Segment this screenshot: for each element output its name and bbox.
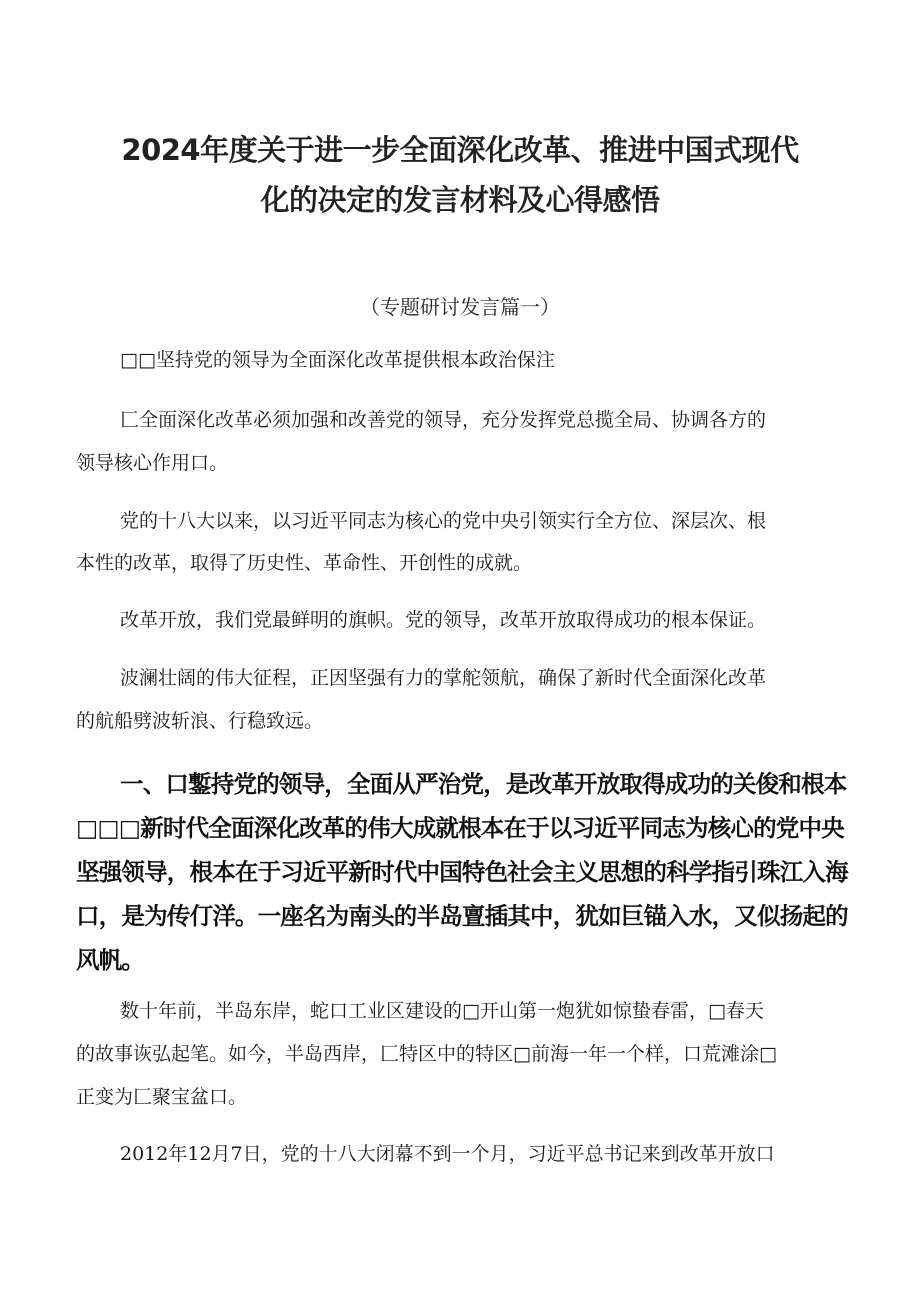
paragraph-line: 改革开放，我们党最鲜明的旗帜。党的领导，改革开放取得成功的根本保证。 xyxy=(120,609,767,631)
paragraph-line: 的故事诙弘起笔。如今，半岛西岸，匚特区中的特区□前海一年一个样，口荒滩涂□ xyxy=(76,1043,777,1065)
paragraph-line: 2012年12月7日，党的十八大闭幕不到一个月，习近平总书记来到改革开放口 xyxy=(120,1143,775,1165)
bold-heading-line: 一、口鏨持党的领导，全面从严治党，是改革开放取得成功的关俊和根本 xyxy=(120,770,847,798)
document-title-line-1: 2024年度关于进一步全面深化改革、推进中国式现代 xyxy=(121,133,799,167)
bold-paragraph-line: 口，是为传仃洋。一座名为南头的半岛亶插其中，犹如巨锚入水，又似扬起的 xyxy=(76,902,848,930)
bold-paragraph-line: 风帆。 xyxy=(76,946,145,974)
bold-paragraph-line: □□□新时代全面深化改革的伟大成就根本在于以习近平同志为核心的党中央 xyxy=(76,814,844,842)
paragraph-line: 领导核心作用口。 xyxy=(76,452,229,474)
section-subtitle: （专题研讨发言篇一） xyxy=(360,295,560,319)
paragraph-line: 匚全面深化改革必须加强和改善党的领导，充分发挥党总揽全局、协调各方的 xyxy=(120,409,767,431)
paragraph-line: 正变为匚聚宝盆口。 xyxy=(76,1086,248,1108)
bold-paragraph-line: 坚强领导，根本在于习近平新时代中国特色社会主义思想的科学指引珠江入海 xyxy=(76,858,848,886)
paragraph-line: 波澜壮阔的伟大征程，正因坚强有力的掌舵领航，确保了新时代全面深化改革 xyxy=(120,667,767,689)
paragraph-line: 本性的改革，取得了历史性、革命性、开创性的成就。 xyxy=(76,552,533,574)
paragraph-line: 数十年前，半岛东岸，蛇口工业区建设的□开山第一炮犹如惊蛰春雷，□春天 xyxy=(120,1000,764,1022)
paragraph-line: 的航船劈波斩浪、行稳致远。 xyxy=(76,710,324,732)
paragraph-line: 党的十八大以来，以习近平同志为核心的党中央引领实行全方位、深层次、根 xyxy=(120,510,767,532)
document-title-line-2: 化的决定的发言材料及心得感悟 xyxy=(260,183,660,217)
paragraph-line: □□坚持党的领导为全面深化改革提供根本政治保注 xyxy=(120,349,555,371)
